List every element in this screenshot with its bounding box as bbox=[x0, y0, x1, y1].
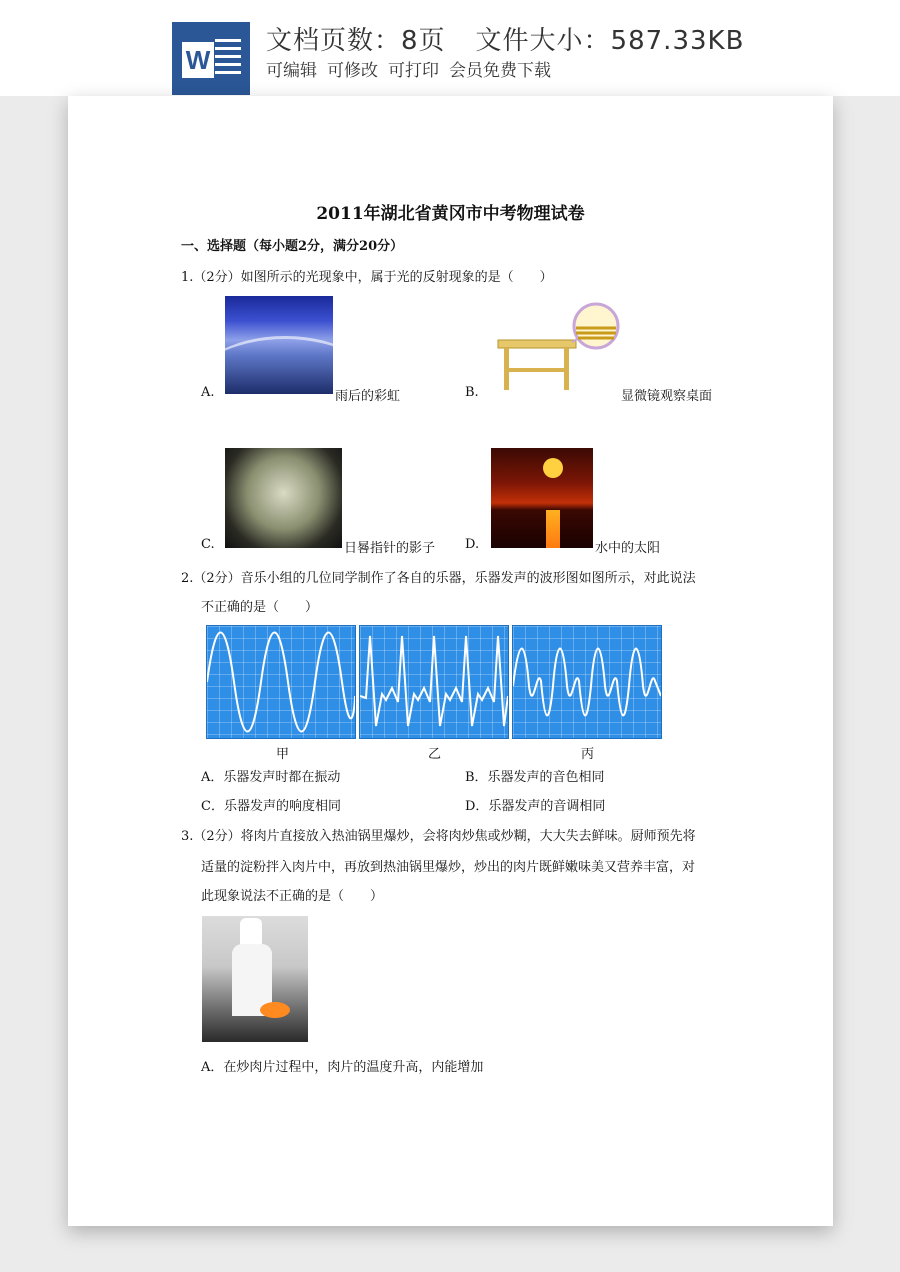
download-header bbox=[0, 0, 900, 96]
file-stats bbox=[266, 20, 744, 57]
q3-stem-line2: 适量的淀粉拌入肉片中，再放到热油锅里爆炒，炒出的肉片既鲜嫩味美又营养丰富，对 bbox=[201, 860, 696, 875]
section-heading: 一、选择题（每小题2分，满分20分） bbox=[181, 239, 404, 254]
document-page bbox=[68, 96, 833, 1226]
q2-stem-line1: 2.（2分）音乐小组的几位同学制作了各自的乐器，乐器发声的波形图如图所示，对此说法 bbox=[181, 571, 696, 586]
microscope-table-image bbox=[496, 302, 621, 392]
waveform-jia bbox=[206, 625, 356, 739]
sundial-image bbox=[225, 448, 342, 548]
q3-stem-line3: 此现象说法不正确的是（ ） bbox=[201, 889, 384, 904]
q2-option-c: C．乐器发声的响度相同 bbox=[201, 799, 341, 814]
q1-option-b-text: 显微镜观察桌面 bbox=[621, 389, 713, 404]
waveform-bing bbox=[512, 625, 662, 739]
q3-stem-line1: 3.（2分）将肉片直接放入热油锅里爆炒，会将肉炒焦或炒糊，大大失去鲜味。厨师预先将 bbox=[181, 829, 696, 844]
file-size: 文件大小：587.33KB bbox=[475, 26, 745, 56]
perm-modifiable: 可修改 bbox=[327, 61, 378, 81]
permissions bbox=[266, 56, 561, 81]
q1-option-a-text: 雨后的彩虹 bbox=[335, 389, 401, 404]
wave-label-bing: 丙 bbox=[581, 747, 595, 762]
q1-option-a-letter: A. bbox=[201, 385, 215, 400]
waveform-yi bbox=[359, 625, 509, 739]
q2-option-b: B．乐器发声的音色相同 bbox=[465, 770, 605, 785]
q1-option-d-text: 水中的太阳 bbox=[595, 541, 661, 556]
perm-printable: 可打印 bbox=[388, 61, 439, 81]
page-title: 2011年湖北省黄冈市中考物理试卷 bbox=[316, 204, 585, 224]
q3-option-a: A．在炒肉片过程中，肉片的温度升高，内能增加 bbox=[201, 1060, 484, 1075]
perm-editable: 可编辑 bbox=[266, 61, 317, 81]
word-icon: W bbox=[172, 22, 250, 95]
q2-option-a: A．乐器发声时都在振动 bbox=[201, 770, 341, 785]
q1-option-b-letter: B. bbox=[465, 385, 479, 400]
sunset-water-image bbox=[491, 448, 593, 548]
q1-option-c-text: 日晷指针的影子 bbox=[344, 541, 436, 556]
chef-cooking-image bbox=[202, 916, 308, 1042]
perm-member-download: 会员免费下载 bbox=[449, 61, 551, 81]
page-count: 文档页数：8页 bbox=[266, 26, 446, 56]
q1-option-c-letter: C. bbox=[201, 537, 215, 552]
wave-label-jia: 甲 bbox=[276, 747, 290, 762]
q1-option-d-letter: D. bbox=[465, 537, 480, 552]
q1-stem: 1.（2分）如图所示的光现象中，属于光的反射现象的是（ ） bbox=[181, 270, 553, 285]
wave-label-yi: 乙 bbox=[428, 747, 442, 762]
q2-option-d: D．乐器发声的音调相同 bbox=[465, 799, 606, 814]
rainbow-image bbox=[225, 296, 333, 394]
q2-stem-line2: 不正确的是（ ） bbox=[201, 600, 319, 615]
